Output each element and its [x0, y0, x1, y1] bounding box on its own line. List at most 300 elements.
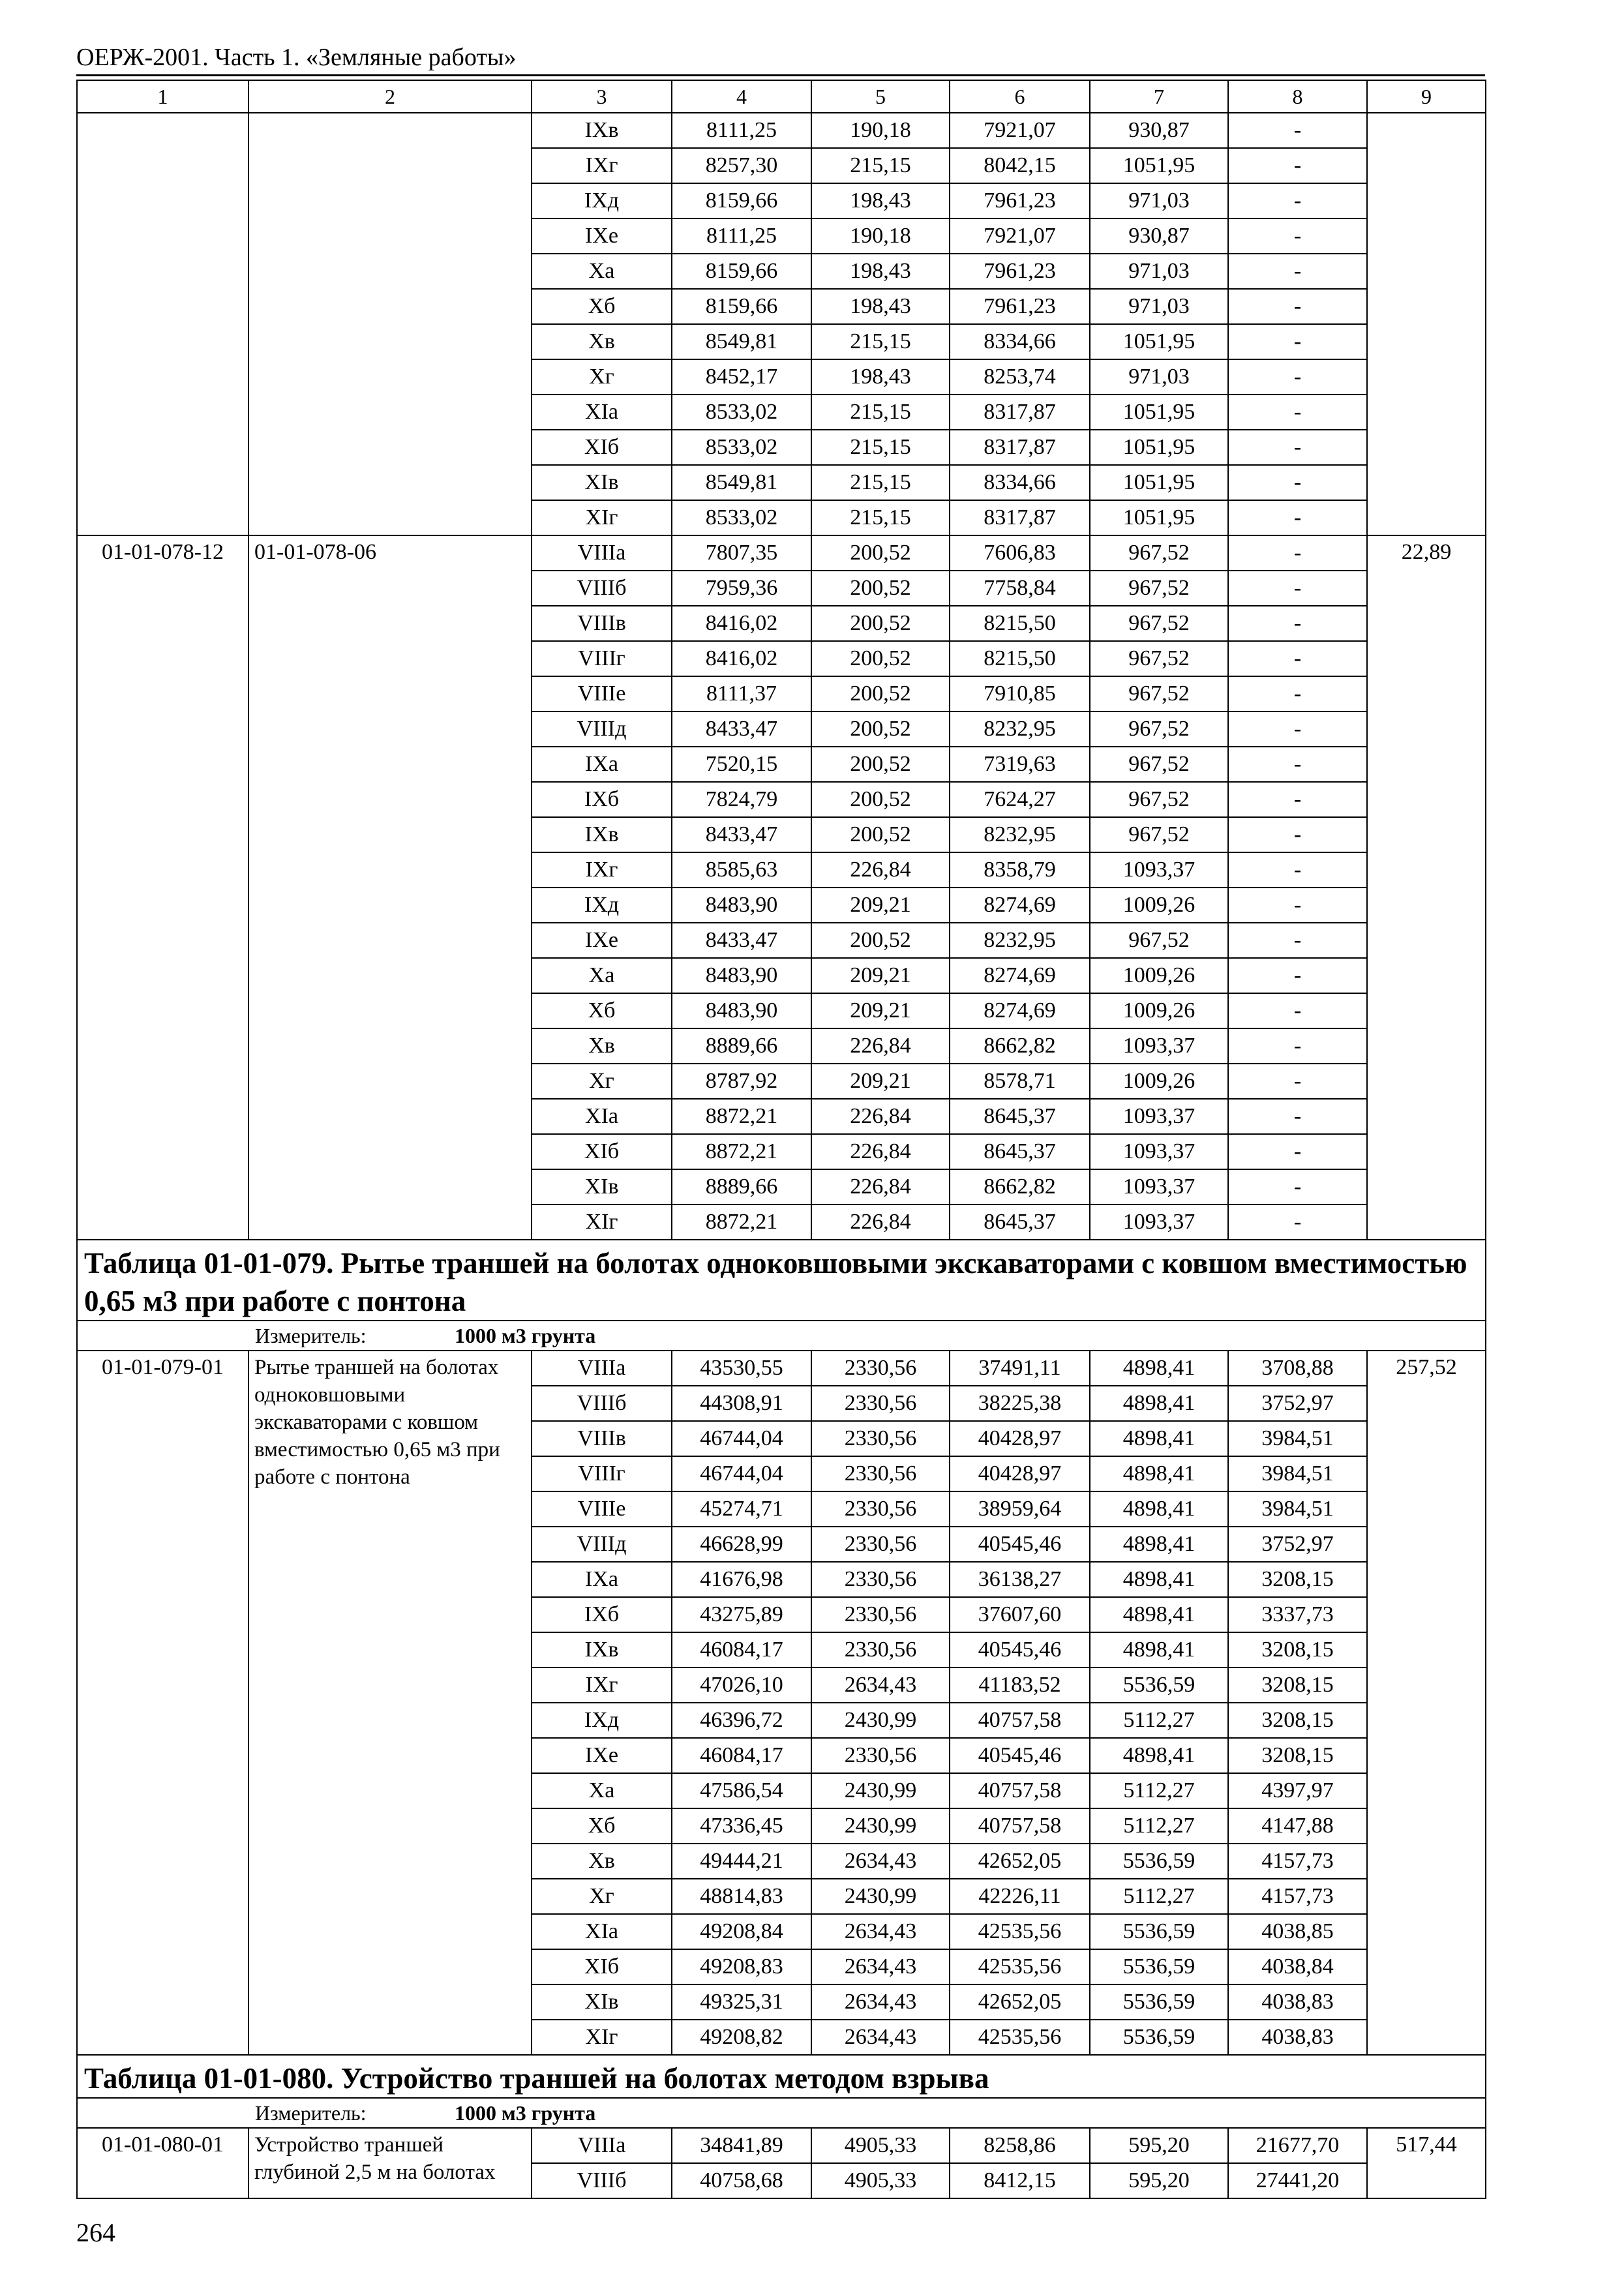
data-cell: VIIIа	[532, 1351, 672, 1386]
data-cell: -	[1228, 606, 1367, 641]
data-cell: 38225,38	[950, 1386, 1090, 1421]
data-cell: 7624,27	[950, 782, 1090, 817]
data-cell: 42226,11	[950, 1879, 1090, 1914]
data-cell: 5112,27	[1090, 1703, 1228, 1738]
data-cell: 8483,90	[672, 993, 811, 1028]
data-cell: -	[1228, 465, 1367, 500]
data-cell: IXа	[532, 1562, 672, 1597]
measure-cell	[77, 2098, 1486, 2128]
data-cell: 8645,37	[950, 1099, 1090, 1134]
data-cell: 43275,89	[672, 1597, 811, 1632]
data-cell: 209,21	[811, 993, 950, 1028]
description-cell: Устройство траншей глубиной 2,5 м на болотах	[248, 2128, 532, 2198]
data-cell: 2430,99	[811, 1703, 950, 1738]
data-cell: 21677,70	[1228, 2128, 1367, 2163]
column-header-row	[77, 80, 1486, 113]
data-cell: 8662,82	[950, 1169, 1090, 1204]
data-cell: 44308,91	[672, 1386, 811, 1421]
data-cell: 7961,23	[950, 289, 1090, 324]
data-cell: -	[1228, 676, 1367, 711]
data-cell: XIа	[532, 1914, 672, 1949]
data-cell: 40545,46	[950, 1738, 1090, 1773]
data-cell: 8416,02	[672, 606, 811, 641]
data-cell: 42535,56	[950, 2020, 1090, 2055]
data-cell: 3984,51	[1228, 1456, 1367, 1491]
data-cell: 8274,69	[950, 888, 1090, 923]
data-cell: 930,87	[1090, 218, 1228, 254]
data-cell: 8215,50	[950, 606, 1090, 641]
table-row	[77, 2128, 1486, 2163]
data-cell: 41676,98	[672, 1562, 811, 1597]
data-cell: 1093,37	[1090, 1169, 1228, 1204]
measure-unit: 1000 м3 грунта	[455, 2101, 596, 2125]
data-cell: 2330,56	[811, 1386, 950, 1421]
data-cell: 5536,59	[1090, 1914, 1228, 1949]
measure-cell	[77, 1321, 1486, 1351]
data-cell: XIа	[532, 395, 672, 430]
data-cell: 49325,31	[672, 1984, 811, 2020]
data-cell: 4038,83	[1228, 2020, 1367, 2055]
data-cell: 3208,15	[1228, 1668, 1367, 1703]
data-cell: IXв	[532, 1632, 672, 1668]
data-cell: 8578,71	[950, 1064, 1090, 1099]
data-cell: VIIIб	[532, 571, 672, 606]
data-cell: 37607,60	[950, 1597, 1090, 1632]
data-cell: 47336,45	[672, 1808, 811, 1844]
data-cell: XIг	[532, 2020, 672, 2055]
data-cell: -	[1228, 359, 1367, 395]
data-cell: 8416,02	[672, 641, 811, 676]
data-cell: 4898,41	[1090, 1351, 1228, 1386]
data-cell: 40758,68	[672, 2163, 811, 2198]
data-cell: 7758,84	[950, 571, 1090, 606]
data-cell: 4898,41	[1090, 1562, 1228, 1597]
measure-unit: 1000 м3 грунта	[455, 1324, 596, 1347]
data-cell: 7824,79	[672, 782, 811, 817]
data-cell: 43530,55	[672, 1351, 811, 1386]
column-header: 6	[950, 80, 1090, 113]
data-cell: 46396,72	[672, 1703, 811, 1738]
data-cell: 200,52	[811, 923, 950, 958]
data-cell: 200,52	[811, 606, 950, 641]
page-header	[76, 43, 1485, 72]
data-cell: 5536,59	[1090, 2020, 1228, 2055]
data-cell: 4157,73	[1228, 1879, 1367, 1914]
data-cell: IXб	[532, 782, 672, 817]
data-cell: 8452,17	[672, 359, 811, 395]
data-cell: 930,87	[1090, 113, 1228, 148]
data-cell: IXг	[532, 1668, 672, 1703]
data-cell: 46084,17	[672, 1632, 811, 1668]
data-cell: 8645,37	[950, 1134, 1090, 1169]
data-cell: 2634,43	[811, 1914, 950, 1949]
data-cell: VIIIа	[532, 2128, 672, 2163]
data-cell: 4038,83	[1228, 1984, 1367, 2020]
data-cell: 198,43	[811, 183, 950, 218]
data-cell: 200,52	[811, 711, 950, 747]
page-number: 264	[76, 2218, 115, 2247]
data-cell: 8533,02	[672, 430, 811, 465]
data-cell: 198,43	[811, 254, 950, 289]
data-cell: -	[1228, 1204, 1367, 1240]
data-cell: IXг	[532, 148, 672, 183]
data-cell: 8274,69	[950, 958, 1090, 993]
data-cell: 1051,95	[1090, 395, 1228, 430]
data-cell: 971,03	[1090, 289, 1228, 324]
data-cell: 1009,26	[1090, 993, 1228, 1028]
data-cell: 7520,15	[672, 747, 811, 782]
data-cell: 8317,87	[950, 395, 1090, 430]
data-cell: Xа	[532, 1773, 672, 1808]
data-cell: -	[1228, 571, 1367, 606]
data-cell: XIг	[532, 500, 672, 535]
data-cell: 8334,66	[950, 324, 1090, 359]
data-cell: 967,52	[1090, 711, 1228, 747]
col9-cell	[1367, 113, 1486, 535]
description-cell: Рытье траншей на болотах одноковшовыми экскаваторами с ковшом вместимостью 0,65 м3 при работе с понтона	[248, 1351, 532, 2055]
data-cell: 8533,02	[672, 395, 811, 430]
data-cell: 8872,21	[672, 1099, 811, 1134]
data-cell: 7606,83	[950, 535, 1090, 571]
data-cell: VIIIа	[532, 535, 672, 571]
data-cell: 2430,99	[811, 1879, 950, 1914]
data-cell: 3984,51	[1228, 1491, 1367, 1527]
data-cell: 42652,05	[950, 1984, 1090, 2020]
code-cell: 01-01-080-01	[77, 2128, 248, 2198]
data-cell: -	[1228, 1099, 1367, 1134]
data-cell: Xг	[532, 1879, 672, 1914]
data-cell: 3208,15	[1228, 1703, 1367, 1738]
data-cell: 42535,56	[950, 1914, 1090, 1949]
data-cell: XIа	[532, 1099, 672, 1134]
data-cell: 1051,95	[1090, 148, 1228, 183]
data-cell: 215,15	[811, 465, 950, 500]
table-title: Таблица 01-01-080. Устройство траншей на болотах методом взрыва	[77, 2055, 1486, 2098]
data-cell: 8042,15	[950, 148, 1090, 183]
data-cell: 198,43	[811, 289, 950, 324]
data-cell: 8111,37	[672, 676, 811, 711]
data-cell: 4898,41	[1090, 1597, 1228, 1632]
data-cell: 2330,56	[811, 1421, 950, 1456]
column-header: 3	[532, 80, 672, 113]
data-cell: 49208,84	[672, 1914, 811, 1949]
data-cell: 8257,30	[672, 148, 811, 183]
data-cell: 8317,87	[950, 500, 1090, 535]
data-cell: 2330,56	[811, 1597, 950, 1632]
data-cell: 200,52	[811, 817, 950, 852]
data-cell: 47026,10	[672, 1668, 811, 1703]
data-cell: 1051,95	[1090, 324, 1228, 359]
data-cell: 209,21	[811, 958, 950, 993]
data-cell: 8159,66	[672, 289, 811, 324]
data-cell: 5536,59	[1090, 1949, 1228, 1984]
data-cell: 2634,43	[811, 1668, 950, 1703]
data-cell: 226,84	[811, 1099, 950, 1134]
data-cell: 200,52	[811, 782, 950, 817]
data-cell: 595,20	[1090, 2163, 1228, 2198]
data-cell: IXд	[532, 1703, 672, 1738]
measure-label: Измеритель:	[255, 2101, 367, 2125]
data-cell: 2634,43	[811, 1949, 950, 1984]
data-cell: IXе	[532, 923, 672, 958]
data-cell: 8159,66	[672, 254, 811, 289]
data-cell: -	[1228, 500, 1367, 535]
table-title-row	[77, 2055, 1486, 2098]
data-cell: 8159,66	[672, 183, 811, 218]
data-cell: 1093,37	[1090, 1099, 1228, 1134]
data-cell: 8872,21	[672, 1134, 811, 1169]
data-cell: 8889,66	[672, 1028, 811, 1064]
data-cell: -	[1228, 817, 1367, 852]
column-header: 5	[811, 80, 950, 113]
data-cell: 226,84	[811, 1028, 950, 1064]
data-cell: -	[1228, 958, 1367, 993]
data-cell: -	[1228, 254, 1367, 289]
code-cell: 01-01-078-12	[77, 535, 248, 1240]
data-cell: 2330,56	[811, 1351, 950, 1386]
data-cell: -	[1228, 888, 1367, 923]
data-cell: 4898,41	[1090, 1456, 1228, 1491]
data-cell: 1093,37	[1090, 1028, 1228, 1064]
data-cell: 5536,59	[1090, 1668, 1228, 1703]
measure-row	[77, 2098, 1486, 2128]
data-cell: 3337,73	[1228, 1597, 1367, 1632]
data-cell: IXд	[532, 888, 672, 923]
data-cell: 40757,58	[950, 1808, 1090, 1844]
ref-cell: 01-01-078-06	[248, 535, 532, 1240]
data-cell: 8232,95	[950, 817, 1090, 852]
data-cell: 3708,88	[1228, 1351, 1367, 1386]
data-cell: VIIIг	[532, 641, 672, 676]
data-cell: -	[1228, 1134, 1367, 1169]
data-cell: 4898,41	[1090, 1386, 1228, 1421]
data-cell: 2634,43	[811, 2020, 950, 2055]
data-cell: 5536,59	[1090, 1984, 1228, 2020]
data-cell: 49444,21	[672, 1844, 811, 1879]
data-cell: 2330,56	[811, 1632, 950, 1668]
data-cell: 8215,50	[950, 641, 1090, 676]
table-row	[77, 1351, 1486, 1386]
data-cell: 2330,56	[811, 1527, 950, 1562]
data-cell: 215,15	[811, 324, 950, 359]
data-cell: 4898,41	[1090, 1421, 1228, 1456]
data-cell: 8483,90	[672, 888, 811, 923]
data-cell: XIг	[532, 1204, 672, 1240]
data-cell: VIIIб	[532, 2163, 672, 2198]
data-cell: XIб	[532, 430, 672, 465]
data-cell: 4038,84	[1228, 1949, 1367, 1984]
data-cell: 42535,56	[950, 1949, 1090, 1984]
data-cell: 209,21	[811, 1064, 950, 1099]
data-cell: 38959,64	[950, 1491, 1090, 1527]
data-cell: VIIIг	[532, 1456, 672, 1491]
data-cell: 7807,35	[672, 535, 811, 571]
data-cell: 209,21	[811, 888, 950, 923]
data-cell: 215,15	[811, 148, 950, 183]
data-cell: 198,43	[811, 359, 950, 395]
data-cell: 45274,71	[672, 1491, 811, 1527]
data-cell: -	[1228, 852, 1367, 888]
data-cell: 8111,25	[672, 113, 811, 148]
column-header: 9	[1367, 80, 1486, 113]
data-cell: Xг	[532, 1064, 672, 1099]
data-cell: 967,52	[1090, 571, 1228, 606]
data-cell: 4898,41	[1090, 1527, 1228, 1562]
data-cell: 967,52	[1090, 641, 1228, 676]
data-cell: 8433,47	[672, 923, 811, 958]
data-cell: 200,52	[811, 641, 950, 676]
norms-table	[76, 80, 1486, 2199]
data-cell: 5112,27	[1090, 1808, 1228, 1844]
data-cell: 226,84	[811, 1134, 950, 1169]
data-cell: 1093,37	[1090, 852, 1228, 888]
data-cell: -	[1228, 324, 1367, 359]
data-cell: VIIIе	[532, 1491, 672, 1527]
data-cell: 36138,27	[950, 1562, 1090, 1597]
data-cell: -	[1228, 113, 1367, 148]
data-cell: IXг	[532, 852, 672, 888]
data-cell: Xв	[532, 1028, 672, 1064]
data-cell: -	[1228, 923, 1367, 958]
data-cell: 48814,83	[672, 1879, 811, 1914]
data-cell: 226,84	[811, 1204, 950, 1240]
data-cell: 8317,87	[950, 430, 1090, 465]
data-cell: IXе	[532, 218, 672, 254]
data-cell: 1009,26	[1090, 958, 1228, 993]
data-cell: 4898,41	[1090, 1491, 1228, 1527]
data-cell: 200,52	[811, 571, 950, 606]
data-cell: 3208,15	[1228, 1632, 1367, 1668]
data-cell: XIв	[532, 1169, 672, 1204]
data-cell: Xг	[532, 359, 672, 395]
data-cell: 46084,17	[672, 1738, 811, 1773]
data-cell: 8483,90	[672, 958, 811, 993]
table-row	[77, 535, 1486, 571]
data-cell: 40428,97	[950, 1456, 1090, 1491]
data-cell: -	[1228, 641, 1367, 676]
data-cell: 8111,25	[672, 218, 811, 254]
data-cell: 200,52	[811, 676, 950, 711]
data-cell: 40428,97	[950, 1421, 1090, 1456]
data-cell: 7319,63	[950, 747, 1090, 782]
data-cell: 2330,56	[811, 1456, 950, 1491]
data-cell: Xв	[532, 324, 672, 359]
data-cell: -	[1228, 1169, 1367, 1204]
header-title: ОЕРЖ-2001. Часть 1. «Земляные работы»	[76, 44, 517, 71]
data-cell: 4905,33	[811, 2128, 950, 2163]
data-cell: 8334,66	[950, 465, 1090, 500]
data-cell: 967,52	[1090, 923, 1228, 958]
data-cell: 226,84	[811, 852, 950, 888]
data-cell: 8253,74	[950, 359, 1090, 395]
data-cell: 971,03	[1090, 359, 1228, 395]
data-cell: 37491,11	[950, 1351, 1090, 1386]
data-cell: 971,03	[1090, 183, 1228, 218]
data-cell: 8258,86	[950, 2128, 1090, 2163]
measure-label: Измеритель:	[255, 1324, 367, 1347]
data-cell: IXе	[532, 1738, 672, 1773]
table-title: Таблица 01-01-079. Рытье траншей на болотах одноковшовыми экскаваторами с ковшом вместимостью 0,65 м3 при работе с понтона	[77, 1240, 1486, 1321]
data-cell: 7961,23	[950, 183, 1090, 218]
data-cell: IXа	[532, 747, 672, 782]
data-cell: -	[1228, 1028, 1367, 1064]
data-cell: 967,52	[1090, 606, 1228, 641]
data-cell: IXв	[532, 817, 672, 852]
data-cell: VIIIд	[532, 1527, 672, 1562]
data-cell: 7959,36	[672, 571, 811, 606]
data-cell: 4905,33	[811, 2163, 950, 2198]
data-cell: -	[1228, 148, 1367, 183]
data-cell: 49208,82	[672, 2020, 811, 2055]
ref-cell	[248, 113, 532, 535]
data-cell: 27441,20	[1228, 2163, 1367, 2198]
data-cell: VIIIб	[532, 1386, 672, 1421]
data-cell: Xб	[532, 1808, 672, 1844]
data-cell: 1051,95	[1090, 500, 1228, 535]
data-cell: 215,15	[811, 430, 950, 465]
data-cell: 40545,46	[950, 1527, 1090, 1562]
data-cell: 226,84	[811, 1169, 950, 1204]
data-cell: 2330,56	[811, 1738, 950, 1773]
data-cell: -	[1228, 782, 1367, 817]
data-cell: IXб	[532, 1597, 672, 1632]
data-cell: 2330,56	[811, 1491, 950, 1527]
data-cell: 8358,79	[950, 852, 1090, 888]
data-cell: 47586,54	[672, 1773, 811, 1808]
table-title-row	[77, 1240, 1486, 1321]
data-cell: 7921,07	[950, 113, 1090, 148]
data-cell: 4898,41	[1090, 1738, 1228, 1773]
data-cell: 8412,15	[950, 2163, 1090, 2198]
data-cell: VIIIе	[532, 676, 672, 711]
data-cell: 40545,46	[950, 1632, 1090, 1668]
data-cell: 4397,97	[1228, 1773, 1367, 1808]
data-cell: 8433,47	[672, 711, 811, 747]
data-cell: VIIIв	[532, 1421, 672, 1456]
data-cell: -	[1228, 395, 1367, 430]
header-rule	[76, 74, 1485, 76]
data-cell: Xв	[532, 1844, 672, 1879]
data-cell: 7910,85	[950, 676, 1090, 711]
data-cell: 8872,21	[672, 1204, 811, 1240]
data-cell: 190,18	[811, 113, 950, 148]
data-cell: 8533,02	[672, 500, 811, 535]
data-cell: 190,18	[811, 218, 950, 254]
data-cell: 8433,47	[672, 817, 811, 852]
data-cell: 1051,95	[1090, 430, 1228, 465]
data-cell: IXв	[532, 113, 672, 148]
col9-cell: 257,52	[1367, 1351, 1486, 2055]
data-cell: 46744,04	[672, 1421, 811, 1456]
column-header: 4	[672, 80, 811, 113]
data-cell: 46628,99	[672, 1527, 811, 1562]
data-cell: 8889,66	[672, 1169, 811, 1204]
data-cell: 7921,07	[950, 218, 1090, 254]
data-cell: 967,52	[1090, 782, 1228, 817]
data-cell: 971,03	[1090, 254, 1228, 289]
data-cell: 3208,15	[1228, 1738, 1367, 1773]
data-cell: Xб	[532, 993, 672, 1028]
data-cell: 8232,95	[950, 923, 1090, 958]
data-cell: 4038,85	[1228, 1914, 1367, 1949]
data-cell: 49208,83	[672, 1949, 811, 1984]
data-cell: 5536,59	[1090, 1844, 1228, 1879]
data-cell: -	[1228, 993, 1367, 1028]
data-cell: 215,15	[811, 395, 950, 430]
data-cell: IXд	[532, 183, 672, 218]
data-cell: -	[1228, 430, 1367, 465]
table-row	[77, 113, 1486, 148]
